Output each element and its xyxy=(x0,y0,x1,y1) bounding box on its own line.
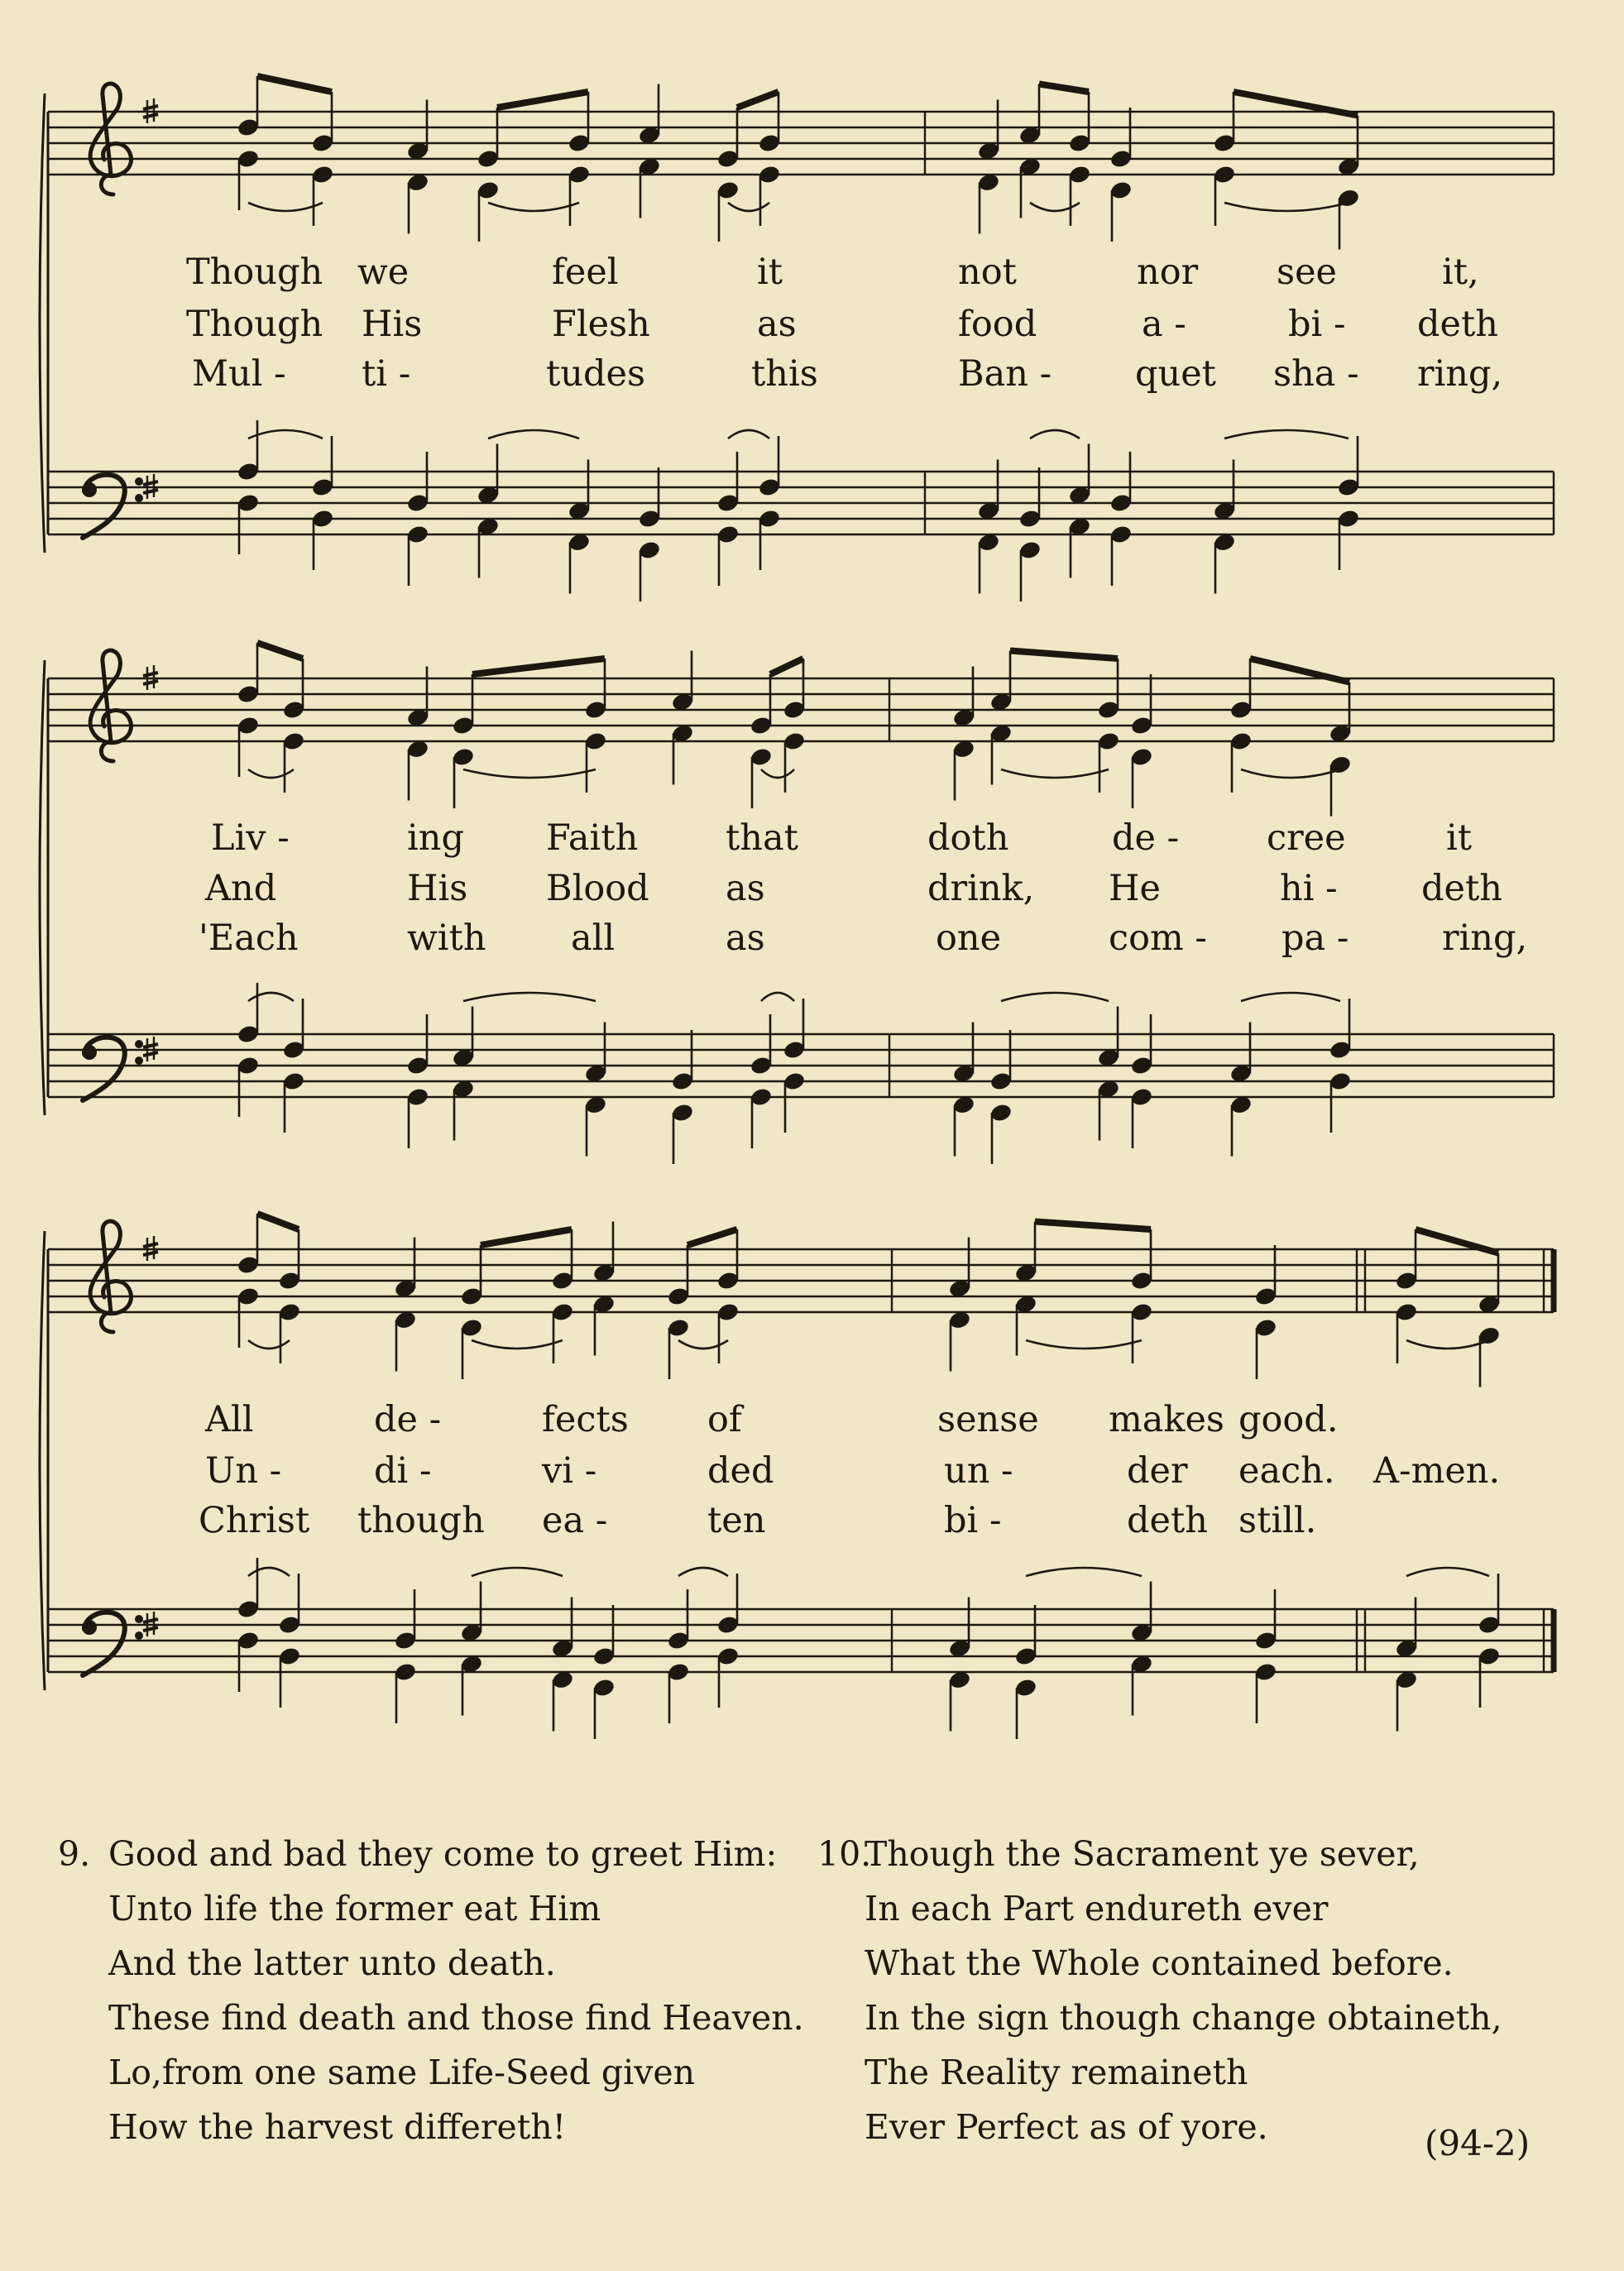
lyric-s1-l1-w4: it xyxy=(757,252,783,293)
lyric-s1-l1-w7: see xyxy=(1277,252,1337,293)
lyric-s3-l2-w5: un - xyxy=(944,1450,1013,1492)
system-3-treble-slur xyxy=(248,1340,290,1349)
verse-10-line-3: What the Whole contained before. xyxy=(865,1943,1454,1983)
page-number: (94-2) xyxy=(1425,2123,1531,2163)
lyric-s2-l3-w5: one xyxy=(936,918,1002,959)
system-1-bass-slur xyxy=(1030,430,1080,438)
system-3-treble-beam xyxy=(481,1229,572,1245)
lyric-s1-l1-w8: it, xyxy=(1442,252,1479,293)
system-2-treble-beam xyxy=(1010,651,1118,659)
verse-10-line-6: Ever Perfect as of yore. xyxy=(865,2107,1268,2147)
lyric-s3-l3-w1: Christ xyxy=(199,1500,310,1541)
lyric-s1-l3-w7: sha - xyxy=(1273,353,1359,395)
lyric-s2-l2-w8: deth xyxy=(1421,868,1502,909)
system-1-bass-clef-dot-lower xyxy=(135,494,143,502)
lyric-s2-l2-w7: hi - xyxy=(1280,868,1338,909)
lyric-s1-l2-w2: His xyxy=(362,304,423,345)
system-1-brace xyxy=(40,93,45,553)
system-1-bass-slur xyxy=(728,430,769,438)
lyric-s1-l3-w6: quet xyxy=(1135,353,1216,395)
system-2-treble-slur xyxy=(1001,769,1109,778)
lyric-s1-l1-w2: we xyxy=(357,252,410,293)
lyric-s1-l2-w6: a - xyxy=(1142,304,1186,345)
lyric-s3-l2-w6: der xyxy=(1127,1450,1188,1492)
system-3-treble-key-sharp-icon-bar-b xyxy=(143,1252,158,1255)
lyric-s1-l3-w1: Mul - xyxy=(192,353,286,395)
lyric-s2-l2-w5: drink, xyxy=(927,868,1035,909)
system-1-bass-slur xyxy=(488,430,579,438)
lyric-s1-l3-w2: ti - xyxy=(362,353,411,395)
system-2-treble-key-sharp-icon-bar-b xyxy=(143,681,158,684)
system-2-bass-key-sharp-icon-bar-a xyxy=(143,1044,158,1047)
lyric-s2-l3-w6: com - xyxy=(1109,918,1207,959)
system-2-bass-slur xyxy=(1241,993,1340,1001)
system-1-treble-clef-icon xyxy=(90,84,131,194)
lyric-s3-l2-w4: ded xyxy=(707,1450,774,1492)
verse-10-line-1: Though the Sacrament ye sever, xyxy=(865,1834,1420,1874)
lyric-s2-l2-w6: He xyxy=(1109,868,1161,909)
system-1-bass-clef-dot-upper xyxy=(135,477,143,486)
lyric-s2-l2-w1: And xyxy=(205,868,277,909)
verse-9-line-2: Unto life the former eat Him xyxy=(108,1889,601,1928)
system-1-treble-slur xyxy=(1224,203,1349,211)
system-1-treble-beam xyxy=(257,76,332,92)
system-1-treble-slur xyxy=(1030,203,1080,211)
system-3-treble-beam xyxy=(1035,1222,1151,1230)
system-2-bass-key-sharp-icon-bar-b xyxy=(143,1052,158,1056)
lyric-s3-l3-w6: deth xyxy=(1127,1500,1208,1541)
system-3-treble-slur xyxy=(1026,1340,1142,1349)
system-3-bass-clef-dot-lower xyxy=(135,1631,143,1640)
lyric-s2-l3-w3: all xyxy=(571,918,616,959)
system-2-bass-clef-dot-lower xyxy=(135,1056,143,1065)
system-1-treble-key-sharp-icon-bar-b xyxy=(143,114,158,117)
lyric-s2-l2-w3: Blood xyxy=(546,868,649,909)
system-2-bass-slur xyxy=(463,993,596,1001)
system-1-bass-slur xyxy=(1224,430,1349,438)
lyric-s2-l1-w3: Faith xyxy=(546,817,639,859)
system-2-treble-slur xyxy=(463,769,596,778)
system-3-bass-slur xyxy=(1406,1568,1489,1576)
lyric-s3-l1-w1: All xyxy=(205,1399,254,1440)
lyric-s2-l3-w2: with xyxy=(407,918,486,959)
system-3-bass-slur xyxy=(248,1568,290,1576)
system-1-treble-beam xyxy=(1039,84,1089,93)
lyric-s1-l3-w5: Ban - xyxy=(958,353,1052,395)
verse-10-line-2: In each Part endureth ever xyxy=(865,1889,1329,1928)
lyric-s1-l1-w3: feel xyxy=(552,252,619,293)
system-2-bass-clef-dot-upper xyxy=(135,1040,143,1048)
lyric-s2-l1-w6: de - xyxy=(1112,817,1180,859)
lyric-s1-l1-w6: nor xyxy=(1137,252,1199,293)
system-1-bass-key-sharp-icon-bar-b xyxy=(143,490,158,493)
lyric-s2-l3-w1: 'Each xyxy=(199,918,299,959)
lyric-s3-l2-w7: each. xyxy=(1238,1450,1335,1492)
lyric-s2-l1-w2: ing xyxy=(407,817,464,859)
system-2-treble-key-sharp-icon-bar-a xyxy=(143,673,158,676)
lyric-s2-l1-w1: Liv - xyxy=(211,817,290,859)
lyric-s1-l2-w8: deth xyxy=(1417,304,1498,345)
lyric-s2-l1-w7: cree xyxy=(1267,817,1346,859)
lyric-s1-l2-w1: Though xyxy=(186,304,323,345)
system-2-treble-slur xyxy=(761,769,794,778)
verse-9-line-4: These find death and those find Heaven. xyxy=(108,1998,804,2038)
lyric-s1-l1-w1: Though xyxy=(186,252,323,293)
system-1-bass-clef-dot xyxy=(82,482,97,497)
system-3-treble-key-sharp-icon-bar-a xyxy=(143,1243,158,1247)
lyric-s3-l3-w7: still. xyxy=(1238,1500,1317,1541)
lyric-s1-l2-w3: Flesh xyxy=(552,304,650,345)
system-3-bass-slur xyxy=(1026,1568,1142,1576)
lyric-s3-l1-w5: sense xyxy=(937,1399,1039,1440)
system-3-bass-slur xyxy=(678,1568,728,1576)
system-3-bass-slur xyxy=(472,1568,563,1576)
system-2-brace xyxy=(40,660,45,1115)
lyric-s1-l2-w4: as xyxy=(757,304,797,345)
system-2-treble-beam xyxy=(472,659,605,674)
lyric-s2-l3-w7: pa - xyxy=(1281,918,1349,959)
system-1-treble-key-sharp-icon-bar-a xyxy=(143,106,158,109)
lyric-s3-l1-w3: fects xyxy=(542,1399,629,1440)
system-2-treble-slur xyxy=(1241,769,1340,778)
system-1-treble-slur xyxy=(488,203,579,211)
system-3-treble-slur xyxy=(1406,1340,1489,1349)
system-2-treble-beam xyxy=(257,643,303,659)
system-2-bass-slur xyxy=(761,993,794,1001)
lyric-s3-l1-w6: makes xyxy=(1109,1399,1224,1440)
lyric-s3-l2-w1: Un - xyxy=(205,1450,282,1492)
system-3-bass-key-sharp-icon-bar-b xyxy=(143,1627,158,1631)
verse-9-line-5: Lo,from one same Life-Seed given xyxy=(108,2053,696,2092)
system-3-treble-slur xyxy=(472,1340,563,1349)
system-1-treble-slur xyxy=(728,203,769,211)
system-3-bass-clef-dot xyxy=(82,1620,97,1635)
lyric-s1-l3-w8: ring, xyxy=(1417,353,1503,395)
lyric-s3-l3-w2: though xyxy=(357,1500,485,1541)
lyric-s2-l1-w4: that xyxy=(726,817,798,859)
system-1-treble-beam xyxy=(737,92,778,108)
system-2-treble-beam xyxy=(770,659,803,674)
lyric-s3-l2-w3: vi - xyxy=(542,1450,597,1492)
system-2-bass-slur xyxy=(1001,993,1109,1001)
system-2-treble-clef-icon xyxy=(90,650,131,761)
lyric-s3-l1-w2: de - xyxy=(374,1399,442,1440)
lyric-s2-l2-w4: as xyxy=(726,868,765,909)
verse-number-10: 10. xyxy=(817,1834,872,1874)
system-2-bass-slur xyxy=(248,993,294,1001)
system-3-treble-clef-icon xyxy=(90,1221,131,1332)
system-3-brace xyxy=(40,1231,45,1690)
lyric-s1-l3-w4: this xyxy=(751,353,818,395)
lyric-s3-l1-w4: of xyxy=(707,1399,742,1440)
lyric-s3-l2-w8: A-men. xyxy=(1373,1450,1501,1492)
verse-9-line-1: Good and bad they come to greet Him: xyxy=(108,1834,778,1874)
verse-10-line-4: In the sign though change obtaineth, xyxy=(865,1998,1502,2038)
verse-10-line-5: The Reality remaineth xyxy=(865,2053,1248,2092)
lyric-s1-l2-w5: food xyxy=(958,304,1037,345)
lyric-s2-l3-w4: as xyxy=(726,918,765,959)
system-2-treble-slur xyxy=(248,769,294,778)
system-3-treble-beam xyxy=(687,1229,737,1245)
system-3-bass-clef-dot-upper xyxy=(135,1615,143,1623)
system-1-bass-slur xyxy=(248,430,323,438)
system-2-bass-clef-dot xyxy=(82,1045,97,1060)
system-1-treble-beam xyxy=(497,92,588,108)
verse-9-line-3: And the latter unto death. xyxy=(108,1943,556,1983)
system-1-treble-slur xyxy=(248,203,323,211)
lyric-s3-l2-w2: di - xyxy=(374,1450,432,1492)
system-3-treble-beam xyxy=(257,1214,299,1229)
lyric-s2-l1-w5: doth xyxy=(927,817,1009,859)
system-3-bass-key-sharp-icon-bar-a xyxy=(143,1619,158,1622)
lyric-s2-l1-w8: it xyxy=(1446,817,1473,859)
system-3-treble-slur xyxy=(678,1340,728,1349)
lyric-s2-l2-w2: His xyxy=(407,868,468,909)
lyric-s3-l3-w3: ea - xyxy=(542,1500,608,1541)
lyric-s2-l3-w8: ring, xyxy=(1442,918,1528,959)
verse-9-line-6: How the harvest differeth! xyxy=(108,2107,567,2147)
lyric-s3-l3-w5: bi - xyxy=(944,1500,1002,1541)
lyric-s1-l1-w5: not xyxy=(958,252,1017,293)
system-1-bass-key-sharp-icon-bar-a xyxy=(143,482,158,485)
verse-number-9: 9. xyxy=(58,1834,91,1874)
lyric-s1-l2-w7: bi - xyxy=(1288,304,1346,345)
lyric-s3-l3-w4: ten xyxy=(707,1500,766,1541)
lyric-s1-l3-w3: tudes xyxy=(546,353,646,395)
lyric-s3-l1-w7: good. xyxy=(1238,1399,1339,1440)
